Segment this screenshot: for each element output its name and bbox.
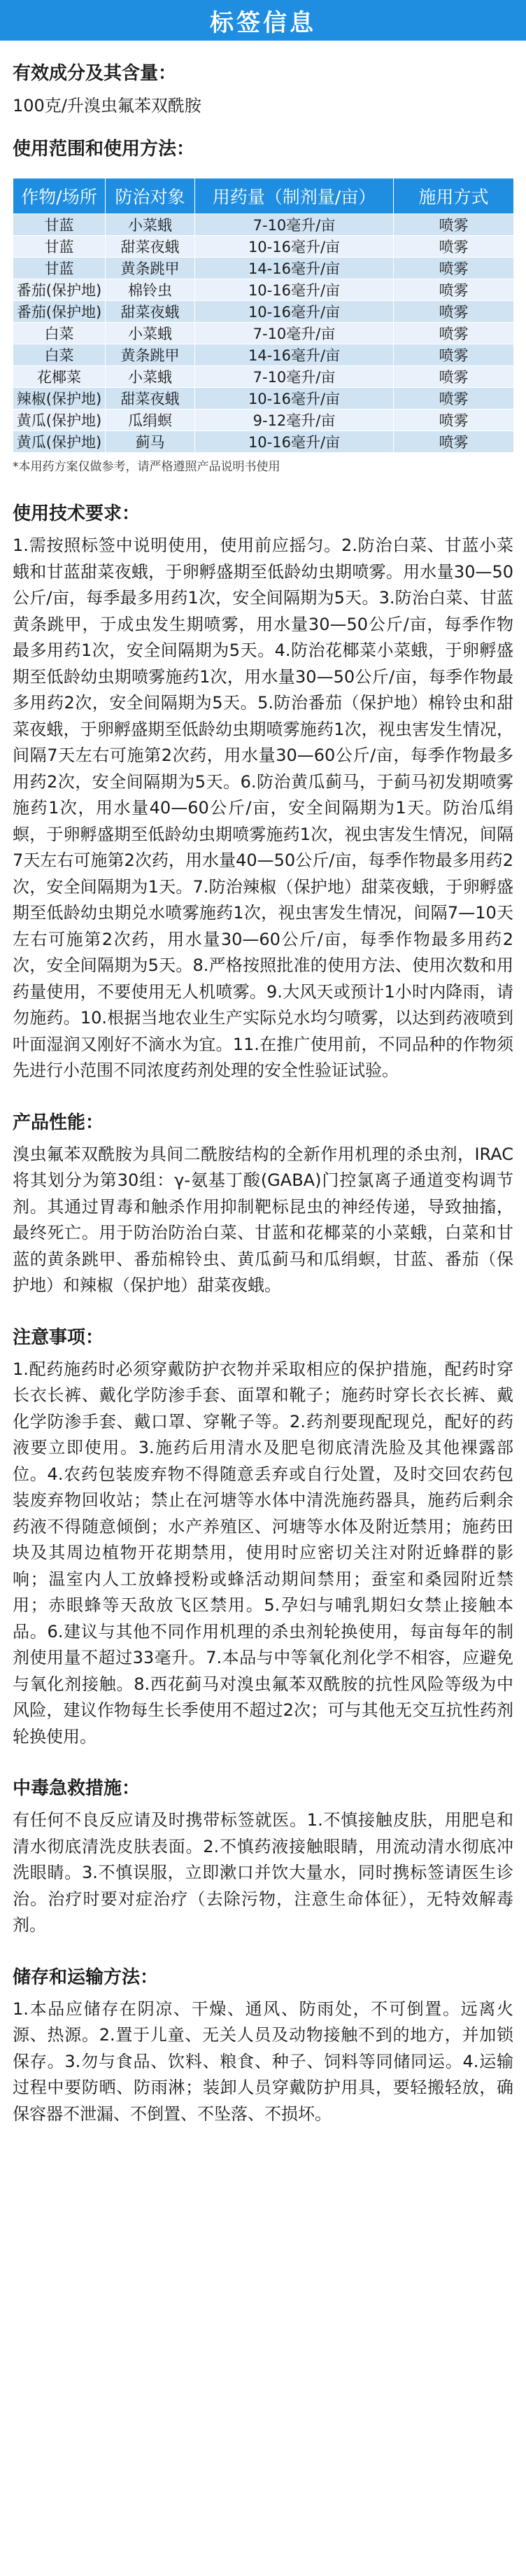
- technique-heading: 使用技术要求：: [13, 503, 141, 524]
- header-bar: [0, 0, 526, 41]
- cell-method: 喷雾: [394, 388, 514, 410]
- cell-method: 喷雾: [394, 323, 514, 344]
- table-row: [13, 410, 514, 431]
- cell-target: 小菜蛾: [106, 323, 195, 344]
- first-aid-body: 有任何不良反应请及时携带标签就医。1.不慎接触皮肤，用肥皂和清水彻底清洗皮肤表面。2.不慎药液接触眼睛，用流动清水彻底冲洗眼睛。3.不慎误服，立即漱口并饮大量水，同时携标签请医生诊治。治疗时要对症治疗（去除污物，注意生命体征），无特效解毒剂。: [13, 1810, 513, 1935]
- storage-heading: 储存和运输方法：: [13, 1966, 159, 1988]
- cell-method: 喷雾: [394, 431, 514, 453]
- ingredient-section: [13, 60, 513, 119]
- usage-heading: 使用范围和使用方法：: [13, 139, 195, 160]
- cell-crop: 甘蓝: [13, 258, 106, 279]
- ingredient-heading: 有效成分及其含量：: [13, 63, 177, 84]
- table-row: [13, 258, 514, 279]
- usage-table: [13, 178, 514, 453]
- column-header-dosage: 用药量（制剂量/亩）: [195, 178, 394, 214]
- cell-target: 甜菜夜蛾: [106, 301, 195, 323]
- cell-dosage: 7-10毫升/亩: [195, 214, 394, 236]
- table-row: [13, 431, 514, 453]
- cell-crop: 甘蓝: [13, 214, 106, 236]
- precautions-section: [13, 1324, 513, 1751]
- column-header-method: 施用方式: [394, 178, 514, 214]
- cell-crop: 黄瓜(保护地): [13, 431, 106, 453]
- cell-method: 喷雾: [394, 410, 514, 431]
- cell-target: 黄条跳甲: [106, 344, 195, 366]
- column-header-crop: 作物/场所: [13, 178, 106, 214]
- cell-target: 棉铃虫: [106, 279, 195, 301]
- first-aid-section: [13, 1775, 513, 1939]
- table-row: [13, 388, 514, 410]
- cell-crop: 番茄(保护地): [13, 301, 106, 323]
- cell-target: 甜菜夜蛾: [106, 236, 195, 258]
- cell-dosage: 10-16毫升/亩: [195, 431, 394, 453]
- cell-dosage: 7-10毫升/亩: [195, 323, 394, 344]
- storage-body: 1.本品应储存在阴凉、干燥、通风、防雨处，不可倒置。远离火源、热源。2.置于儿童、无关人员及动物接触不到的地方，并加锁保存。3.勿与食品、饮料、粮食、种子、饲料等同储同运。4.运输过程中要防晒、防雨淋；装卸人员穿戴防护用具，要轻搬轻放，确保容器不泄漏、不倒置、不坠落、不损坏。: [13, 1998, 513, 2124]
- performance-heading: 产品性能：: [13, 1112, 104, 1133]
- cell-dosage: 10-16毫升/亩: [195, 279, 394, 301]
- cell-target: 黄条跳甲: [106, 258, 195, 279]
- cell-method: 喷雾: [394, 258, 514, 279]
- table-header-row: [13, 178, 514, 214]
- cell-crop: 甘蓝: [13, 236, 106, 258]
- table-row: [13, 344, 514, 366]
- usage-section: [13, 136, 513, 475]
- cell-dosage: 10-16毫升/亩: [195, 236, 394, 258]
- cell-dosage: 14-16毫升/亩: [195, 344, 394, 366]
- precautions-body: 1.配药施药时必须穿戴防护衣物并采取相应的保护措施，配药时穿长衣长裤、戴化学防渗手套、面罩和靴子；施药时穿长衣长裤、戴化学防渗手套、戴口罩、穿靴子等。2.药剂要现配现兑，配好的药液要立即使用。3.施药后用清水及肥皂彻底清洗脸及其他裸露部位。4.农药包装废弃物不得随意丢弃或自行处置，及时交回农药包装废弃物回收站；禁止在河塘等水体中清洗施药器具，施药后剩余药液不得随意倾倒；水产养殖区、河塘等水体及附近禁用；施药田块及其周边植物开花期禁用，使用时应密切关注对附近蜂群的影响；温室内人工放蜂授粉或蜂活动期间禁用；蚕室和桑园附近禁用；赤眼蜂等天敌放飞区禁用。5.孕妇与哺乳期妇女禁止接触本品。6.建议与其他不同作用机理的杀虫剂轮换使用，每亩每年的制剂使用量不超过33毫升。7.本品与中等氧化剂化学不相容，应避免与氧化剂接触。8.西花蓟马对溴虫氟苯双酰胺的抗性风险等级为中风险，建议作物每生长季使用不超过2次；可与其他无交互抗性药剂轮换使用。: [13, 1359, 513, 1746]
- table-row: [13, 366, 514, 388]
- cell-crop: 白菜: [13, 323, 106, 344]
- cell-dosage: 7-10毫升/亩: [195, 366, 394, 388]
- cell-dosage: 9-12毫升/亩: [195, 410, 394, 431]
- cell-dosage: 10-16毫升/亩: [195, 388, 394, 410]
- cell-target: 蓟马: [106, 431, 195, 453]
- first-aid-heading: 中毒急救措施：: [13, 1778, 141, 1799]
- cell-method: 喷雾: [394, 279, 514, 301]
- cell-target: 瓜绢螟: [106, 410, 195, 431]
- table-row: [13, 214, 514, 236]
- cell-method: 喷雾: [394, 236, 514, 258]
- column-header-target: 防治对象: [106, 178, 195, 214]
- cell-method: 喷雾: [394, 366, 514, 388]
- table-row: [13, 279, 514, 301]
- page-title: 标签信息: [210, 8, 316, 37]
- performance-body: 溴虫氟苯双酰胺为具间二酰胺结构的全新作用机理的杀虫剂，IRAC将其划分为第30组：γ-氨基丁酸(GABA)门控氯离子通道变构调节剂。其通过胃毒和触杀作用抑制靶标昆虫的神经传递，导致抽搐，最终死亡。用于防治防治白菜、甘蓝和花椰菜的小菜蛾，白菜和甘蓝的黄条跳甲、番茄棉铃虫、黄瓜蓟马和瓜绢螟，甘蓝、番茄（保护地）和辣椒（保护地）甜菜夜蛾。: [13, 1144, 513, 1295]
- cell-target: 小菜蛾: [106, 214, 195, 236]
- cell-crop: 番茄(保护地): [13, 279, 106, 301]
- table-row: [13, 323, 514, 344]
- cell-target: 甜菜夜蛾: [106, 388, 195, 410]
- usage-table-body: [13, 214, 514, 453]
- performance-section: [13, 1110, 513, 1299]
- cell-crop: 辣椒(保护地): [13, 388, 106, 410]
- cell-method: 喷雾: [394, 301, 514, 323]
- technique-section: [13, 500, 513, 1084]
- cell-method: 喷雾: [394, 214, 514, 236]
- precautions-heading: 注意事项：: [13, 1326, 104, 1348]
- cell-crop: 花椰菜: [13, 366, 106, 388]
- cell-crop: 白菜: [13, 344, 106, 366]
- table-row: [13, 236, 514, 258]
- usage-note: *本用药方案仅做参考，请严格遵照产品说明书使用: [13, 460, 280, 474]
- cell-target: 小菜蛾: [106, 366, 195, 388]
- storage-section: [13, 1964, 513, 2128]
- cell-method: 喷雾: [394, 344, 514, 366]
- cell-dosage: 10-16毫升/亩: [195, 301, 394, 323]
- cell-crop: 黄瓜(保护地): [13, 410, 106, 431]
- technique-body: 1.需按照标签中说明使用，使用前应摇匀。2.防治白菜、甘蓝小菜蛾和甘蓝甜菜夜蛾，于卵孵盛期至低龄幼虫期喷雾。用水量30—50公斤/亩，每季最多用药1次，安全间隔期为5天。3.防治白菜、甘蓝黄条跳甲，于成虫发生期喷雾，用水量30—50公斤/亩，每季作物最多用药1次，安全间隔期为5天。4.防治花椰菜小菜蛾，于卵孵盛期至低龄幼虫期喷雾施药1次，用水量30—50公斤/亩，每季作物最多用药2次，安全间隔期为5天。5.防治番茄（保护地）棉铃虫和甜菜夜蛾，于卵孵盛期至低龄幼虫期喷雾施药1次，视虫害发生情况，间隔7天左右可施第2次药，用水量30—60公斤/亩，每季作物最多用药2次，安全间隔期为5天。6.防治黄瓜蓟马，于蓟马初发期喷雾施药1次，用水量40—60公斤/亩，安全间隔期为1天。防治瓜绢螟，于卵孵盛期至低龄幼虫期喷雾施药1次，视虫害发生情况，间隔7天左右可施第2次药，用水量40—50公斤/亩，每季作物最多用药2次，安全间隔期为1天。7.防治辣椒（保护地）甜菜夜蛾，于卵孵盛期至低龄幼虫期兑水喷雾施药1次，视虫害发生情况，间隔7—10天左右可施第2次药，用水量30—60公斤/亩，每季作物最多用药2次，安全间隔期为5天。8.严格按照批准的使用方法、使用次数和用药量使用，不要使用无人机喷雾。9.大风天或预计1小时内降雨，请勿施药。10.根据当地农业生产实际兑水均匀喷雾，以达到药液喷到叶面湿润又刚好不滴水为宜。11.在推广使用前，不同品种的作物须先进行小范围不同浓度药剂处理的安全性验证试验。: [13, 536, 513, 1080]
- ingredient-value: 100克/升溴虫氟苯双酰胺: [13, 96, 201, 115]
- table-row: [13, 301, 514, 323]
- label-content: [0, 41, 526, 2127]
- cell-dosage: 14-16毫升/亩: [195, 258, 394, 279]
